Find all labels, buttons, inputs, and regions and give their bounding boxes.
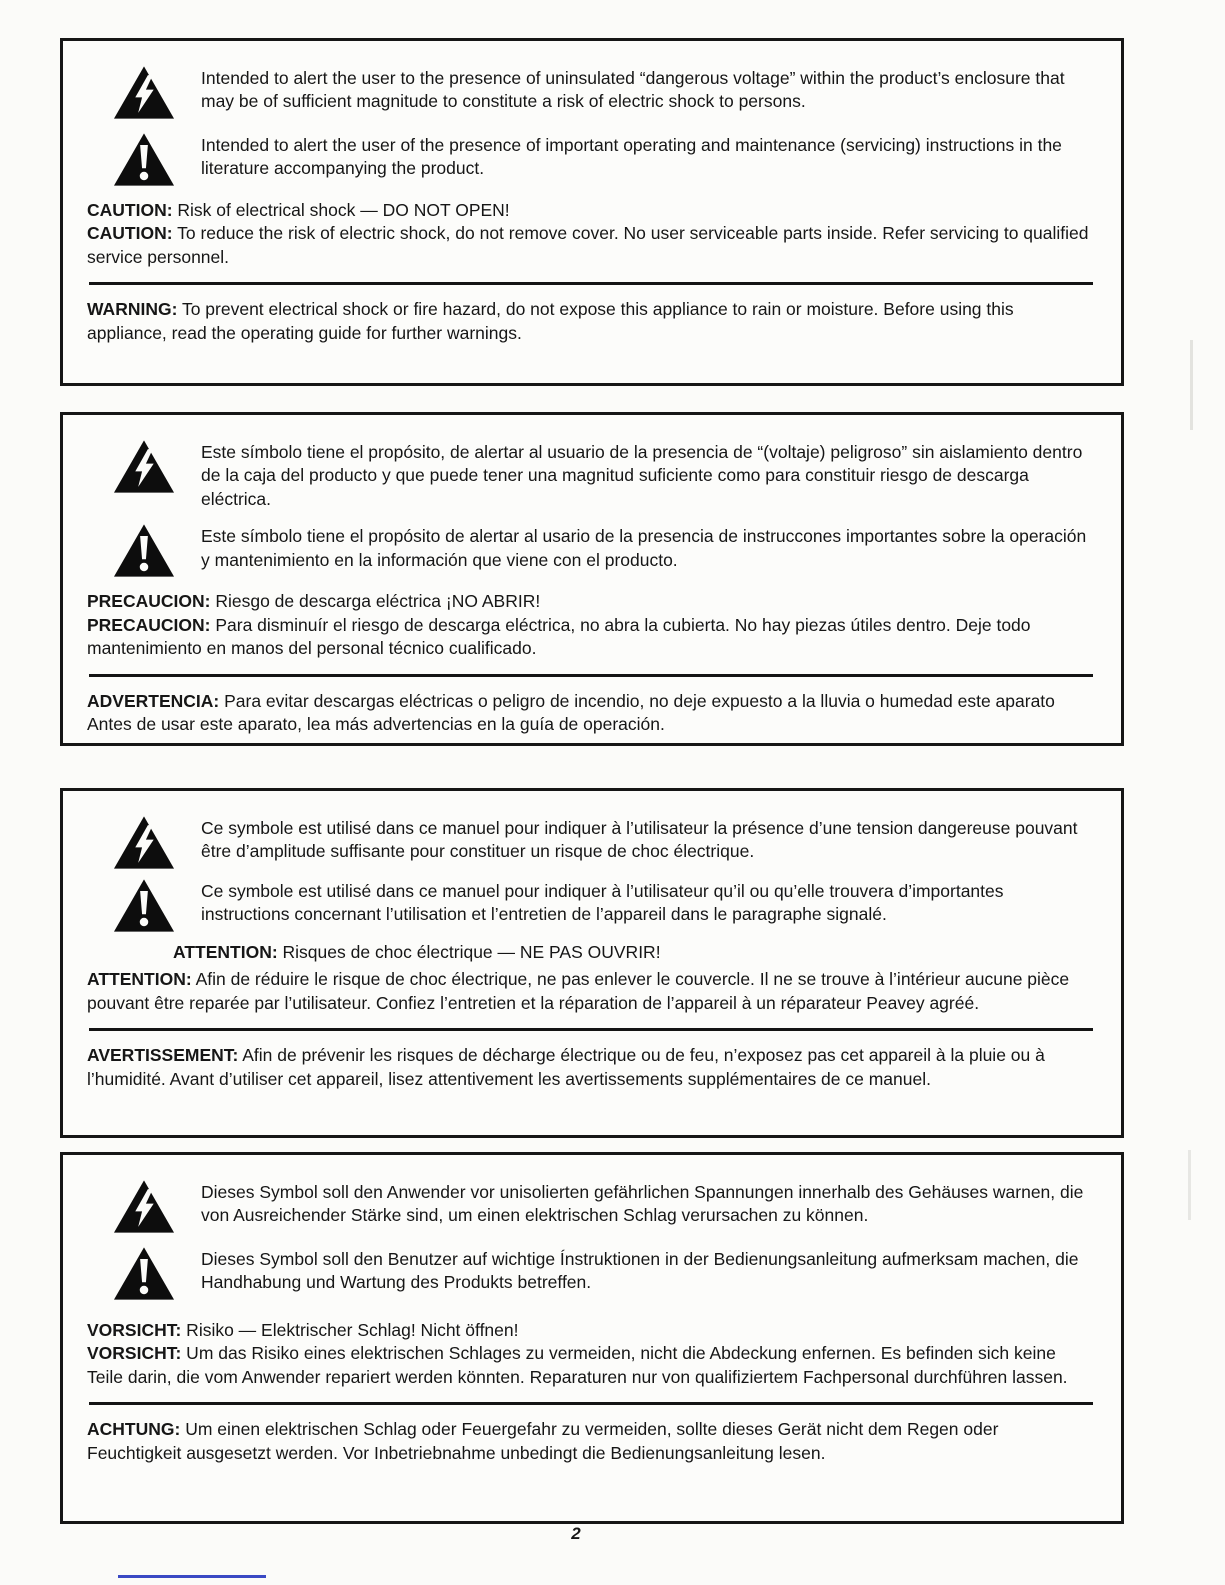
divider xyxy=(89,282,1093,285)
scan-bottom-line-decoration xyxy=(118,1575,266,1578)
page-number: 2 xyxy=(571,1524,581,1543)
voltage-symbol-text: Dieses Symbol soll den Anwender vor unisolierten gefährlichen Spannungen innerhalb des Gehäuses warnen, die von Ausreichender Stärke sind, um einen elektrischen Schlag verursachen zu können. xyxy=(201,1182,1084,1226)
caution-label: VORSICHT: xyxy=(87,1320,182,1340)
caution-text: Riesgo de descarga eléctrica ¡NO ABRIR! xyxy=(210,591,541,612)
voltage-symbol-text: Ce symbole est utilisé dans ce manuel pour indiquer à l’utilisateur la présence d’une tension dangereuse pouvant être d’amplitude suffisante pour constituer un risque de choc électrique. xyxy=(201,818,1078,862)
voltage-symbol-paragraph xyxy=(87,439,1095,511)
caution-label: VORSICHT: xyxy=(87,1343,182,1364)
scan-artifact xyxy=(1188,1150,1191,1220)
caution-label: PRECAUCION: xyxy=(87,591,211,612)
caution-label: PRECAUCION: xyxy=(87,614,211,635)
service-symbol-paragraph xyxy=(87,523,1095,578)
safety-notice-box-french xyxy=(60,788,1124,1138)
warning-line xyxy=(87,690,1095,737)
divider xyxy=(89,674,1093,677)
service-symbol-paragraph xyxy=(87,878,1095,933)
caution-text: Um das Risiko eines elektrischen Schlages zu vermeiden, nicht die Abdeckung enfernen. Es befinden sich keine Teile darin, die vom Anwender repariert werden könnten. Reparaturen nur von qualifiziertem Fachpersonal durchführen lassen. xyxy=(87,1343,1068,1387)
exclamation-triangle-icon xyxy=(113,132,175,187)
caution-line-1 xyxy=(87,590,1095,613)
caution-text: Risiko — Elektrischer Schlag! Nicht öffnen! xyxy=(181,1320,519,1340)
caution-text: Afin de réduire le risque de choc électrique, ne pas enlever le couvercle. Il ne se trouve à l’intérieur aucune pièce pouvant être reparée par l’utilisateur. Confiez l’entretien et la réparation de l’appareil à un réparateur Peavey agréé. xyxy=(87,969,1070,1013)
caution-line-1 xyxy=(87,1319,1095,1342)
voltage-symbol-paragraph xyxy=(87,65,1095,120)
warning-line xyxy=(87,1044,1095,1091)
caution-text: To reduce the risk of electric shock, do not remove cover. No user serviceable parts inside. Refer servicing to qualified service personnel. xyxy=(87,223,1089,267)
warning-label: AVERTISSEMENT: xyxy=(87,1045,239,1066)
caution-line-1 xyxy=(87,941,1095,964)
voltage-symbol-text: Intended to alert the user to the presence of uninsulated “dangerous voltage” within the product’s enclosure that may be of sufficient magnitude to constitute a risk of electric shock to persons. xyxy=(201,68,1065,112)
exclamation-triangle-icon xyxy=(113,523,175,578)
warning-text: Para evitar descargas eléctricas o peligro de incendio, no deje expuesto a la lluvia o humedad este aparato Antes de usar este aparato, lea más advertencias en la guía de operación. xyxy=(87,690,1055,735)
voltage-symbol-text: Este símbolo tiene el propósito, de alertar al usuario de la presencia de “(voltaje) peligroso” sin aislamiento dentro de la caja del producto y que puede tener una magnitud suficiente como para constituir riesgo de descarga eléctrica. xyxy=(201,442,1083,509)
warning-text: Afin de prévenir les risques de décharge électrique ou de feu, n’exposez pas cet appareil à la pluie ou à l’humidité. Avant d’utiliser cet appareil, lisez attentivement les avertissements supplémentaires de ce manuel. xyxy=(87,1045,1045,1089)
warning-label: WARNING: xyxy=(87,299,178,320)
voltage-symbol-paragraph xyxy=(87,815,1095,870)
safety-notice-box-english xyxy=(60,38,1124,386)
service-symbol-text: Intended to alert the user of the presence of important operating and maintenance (servicing) instructions in the literature accompanying the product. xyxy=(201,135,1062,179)
lightning-triangle-icon xyxy=(113,65,175,120)
warning-label: ADVERTENCIA: xyxy=(87,690,220,711)
caution-text: Risques de choc électrique — NE PAS OUVRIR! xyxy=(277,942,661,962)
caution-line-2 xyxy=(87,968,1095,1015)
exclamation-triangle-icon xyxy=(113,878,175,933)
service-symbol-paragraph xyxy=(87,132,1095,187)
service-symbol-paragraph xyxy=(87,1246,1095,1301)
caution-line-2 xyxy=(87,222,1095,269)
exclamation-triangle-icon xyxy=(113,1246,175,1301)
service-symbol-text: Dieses Symbol soll den Benutzer auf wichtige Ínstruktionen in der Bedienungsanleitung aufmerksam machen, die Handhabung und Wartung des Produkts betreffen. xyxy=(201,1249,1079,1293)
warning-label: ACHTUNG: xyxy=(87,1419,181,1440)
scan-artifact xyxy=(1190,340,1193,430)
safety-notice-box-german xyxy=(60,1152,1124,1524)
lightning-triangle-icon xyxy=(113,439,175,494)
voltage-symbol-paragraph xyxy=(87,1179,1095,1234)
service-symbol-text: Este símbolo tiene el propósito de alertar al usario de la presencia de instruccones importantes sobre la operación y mantenimiento en la información que viene con el producto. xyxy=(201,526,1087,570)
warning-line xyxy=(87,1418,1095,1465)
caution-label: CAUTION: xyxy=(87,200,173,220)
warning-text: To prevent electrical shock or fire hazard, do not expose this appliance to rain or moisture. Before using this appliance, read the operating guide for further warnings. xyxy=(87,299,1014,343)
warning-line xyxy=(87,298,1095,345)
caution-text: Para disminuír el riesgo de descarga eléctrica, no abra la cubierta. No hay piezas útiles dentro. Deje todo mantenimiento en manos del personal técnico cualificado. xyxy=(87,614,1031,659)
caution-text: Risk of electrical shock — DO NOT OPEN! xyxy=(172,200,510,220)
caution-label: CAUTION: xyxy=(87,223,173,244)
safety-notice-box-spanish xyxy=(60,412,1124,746)
lightning-triangle-icon xyxy=(113,1179,175,1234)
caution-line-2 xyxy=(87,1342,1095,1389)
caution-label: ATTENTION: xyxy=(173,942,278,962)
caution-line-2 xyxy=(87,614,1095,661)
caution-line-1 xyxy=(87,199,1095,222)
divider xyxy=(89,1402,1093,1405)
divider xyxy=(89,1028,1093,1031)
caution-label: ATTENTION: xyxy=(87,969,192,990)
warning-text: Um einen elektrischen Schlag oder Feuergefahr zu vermeiden, sollte dieses Gerät nicht dem Regen oder Feuchtigkeit ausgesetzt werden. Vor Inbetriebnahme unbedingt die Bedienungsanleitung lesen. xyxy=(87,1419,999,1463)
service-symbol-text: Ce symbole est utilisé dans ce manuel pour indiquer à l’utilisateur qu’il ou qu’elle trouvera d’importantes instructions concernant l’utilisation et l’entretien de l’appareil dans le paragraphe signalé. xyxy=(201,881,1004,925)
lightning-triangle-icon xyxy=(113,815,175,870)
